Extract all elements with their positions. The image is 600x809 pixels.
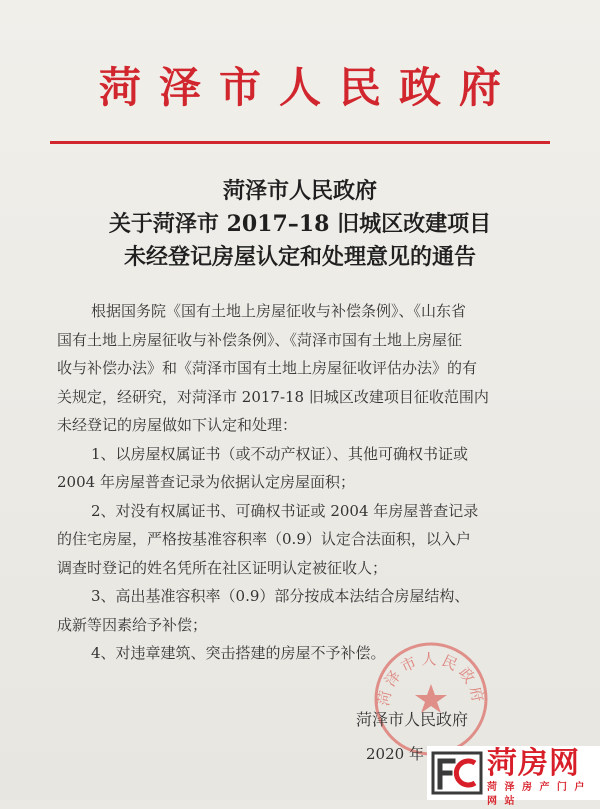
- site-brand-name: 菏房网: [487, 746, 580, 781]
- issuing-authority-header: 菏泽市人民政府: [98, 63, 519, 112]
- notice-title-line: 关于菏泽市 2017–18 旧城区改建项目: [108, 211, 492, 237]
- notice-body-line: 1、以房屋权属证书（或不动产权证）、其他可确权书证或: [91, 444, 469, 463]
- svg-text:菏泽市人民政府: 菏泽市人民政府: [374, 650, 488, 708]
- notice-title: [0, 175, 600, 274]
- site-tagline: 菏 泽 房 产 门 户 网 站: [487, 782, 587, 807]
- notice-body-line: 国有土地上房屋征收与补偿条例》、《菏泽市国有土地上房屋征: [57, 330, 463, 349]
- fc-logo-icon: [431, 749, 483, 797]
- notice-body-line: 调查时登记的姓名凭所在社区证明认定被征收人；: [57, 558, 388, 577]
- notice-title-line: 未经登记房屋认定和处理意见的通告: [123, 244, 476, 270]
- notice-body: [57, 297, 552, 668]
- notice-title-line: 菏泽市人民政府: [222, 178, 377, 204]
- date-line: 2020 年: [366, 745, 424, 763]
- notice-body-line: 未经登记的房屋做如下认定和处理：: [57, 416, 298, 434]
- official-seal-stamp: [372, 640, 490, 758]
- signature-line: 菏泽市人民政府: [356, 710, 469, 729]
- notice-body-line: 4、对违章建筑、突击搭建的房屋不予补偿。: [91, 644, 386, 662]
- notice-body-line: 2、对没有权属证书、可确权书证或 2004 年房屋普查记录: [91, 501, 479, 520]
- notice-body-line: 收与补偿办法》和《菏泽市国有土地上房屋征收评估办法》的有: [57, 359, 478, 377]
- notice-body-line: 关规定，经研究，对菏泽市 2017-18 旧城区改建项目征收范围内: [57, 387, 489, 406]
- notice-body-line: 3、高出基准容积率（0.9）部分按成本法结合房屋结构、: [91, 587, 470, 605]
- notice-body-line: 2004 年房屋普查记录为依据认定房屋面积；: [57, 473, 355, 491]
- site-watermark-logo: [427, 746, 600, 807]
- notice-body-line: 的住宅房屋，严格按基准容积率（0.9）认定合法面积，以入户: [57, 530, 471, 548]
- notice-body-line: 根据国务院《国有土地上房屋征收与补偿条例》、《山东省: [91, 302, 467, 320]
- notice-body-line: 成新等因素给予补偿；: [57, 615, 208, 634]
- header-red-rule: [50, 141, 550, 144]
